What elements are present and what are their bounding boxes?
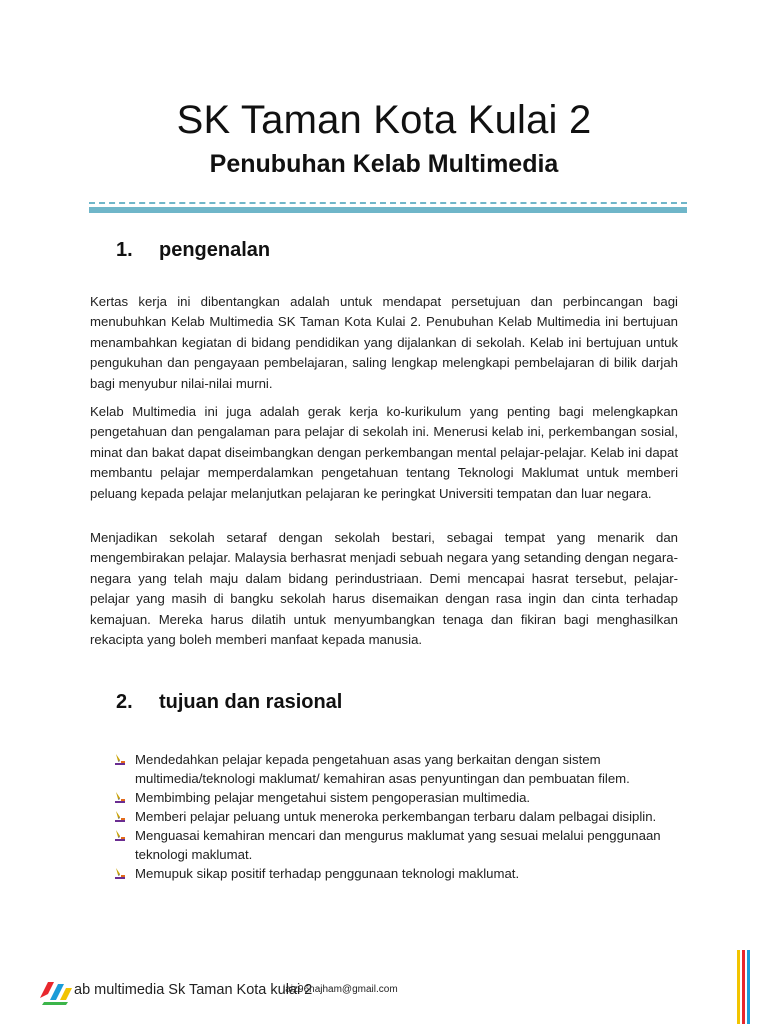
corner-color-stripes xyxy=(737,950,757,1024)
footer-club-text: ab multimedia Sk Taman Kota kulai 2 xyxy=(74,982,313,998)
section-2-title: tujuan dan rasional xyxy=(159,691,343,713)
list-item: Memberi pelajar peluang untuk meneroka perkembangan terbaru dalam pelbagai disiplin. xyxy=(113,807,673,826)
objectives-list xyxy=(113,750,673,883)
list-item: Membimbing pelajar mengetahui sistem pengoperasian multimedia. xyxy=(113,788,673,807)
document-title: SK Taman Kota Kulai 2 xyxy=(176,98,592,142)
list-item: Menguasai kemahiran mencari dan mengurus maklumat yang sesuai melalui penggunaan teknologi maklumat. xyxy=(113,826,673,864)
stripe-red xyxy=(742,950,745,1024)
pencil-bullet-icon xyxy=(113,790,127,804)
section-2-number: 2. xyxy=(116,691,133,713)
section-1-paragraph-3: Menjadikan sekolah setaraf dengan sekolah bestari, sebagai tempat yang menarik dan mengembirakan pelajar. Malaysia berhasrat menjadi sebuah negara yang setanding dengan negara-negara yang telah maju dalam bidang perindustriaan. Demi mencapai hasrat tersebut, pelajar-pelajar yang masih di bangku sekolah harus disemaikan dengan rasa ingin dan cinta terhadap kemajuan. Mereka harus dilatih untuk menyumbangkan tenaga dan fikiran bagi menghasilkan rekacipta yang boleh memberi manfaat kepada manusia. xyxy=(90,530,678,648)
section-1-paragraph-2: Kelab Multimedia ini juga adalah gerak kerja ko-kurikulum yang penting bagi melengkapkan pengetahuan dan pengalaman para pelajar di sekolah ini. Menerusi kelab ini, perkembangan sosial, minat dan bakat dapat diseimbangkan dengan perkembangan mental pelajar-pelajar. Kelab ini dapat membantu pelajar memperdalamkan pengetahuan tentang Teknologi Maklumat untuk memberi peluang kepada pelajar melanjutkan pelajaran ke peringkat Universiti tempatan dan luar negara. xyxy=(90,404,678,501)
section-1-heading xyxy=(116,239,270,262)
divider-dashed-line xyxy=(89,202,687,204)
list-item: Mendedahkan pelajar kepada pengetahuan asas yang berkaitan dengan sistem multimedia/teknologi maklumat/ kemahiran asas penyuntingan dan pembuatan filem. xyxy=(113,750,673,788)
pencil-bullet-icon xyxy=(113,752,127,766)
section-1-paragraph-1: Kertas kerja ini dibentangkan adalah untuk mendapat persetujuan dan perbincangan bagi menubuhkan Kelab Multimedia SK Taman Kota Kulai 2. Penubuhan Kelab Multimedia ini bertujuan menambahkan kegiatan di bidang pendidikan yang dijalankan di sekolah. Kelab ini bertujuan untuk pengukuhan dan pengayaan pembelajaran, saling lengkap melengkapi pembelajaran di bilik darjah bagi menyubur nilai-nilai murni. xyxy=(90,294,678,391)
multimedia-logo-icon xyxy=(38,976,76,1006)
stripe-yellow xyxy=(737,950,740,1024)
pencil-bullet-icon xyxy=(113,828,127,842)
section-1-title: pengenalan xyxy=(159,239,271,261)
footer-email: laiz96najham@gmail.com xyxy=(283,984,398,995)
list-item: Memupuk sikap positif terhadap penggunaan teknologi maklumat. xyxy=(113,864,673,883)
title-divider xyxy=(89,200,687,214)
divider-solid-bar xyxy=(89,207,687,213)
stripe-blue xyxy=(747,950,750,1024)
pencil-bullet-icon xyxy=(113,809,127,823)
section-2-heading xyxy=(116,691,342,714)
section-1-number: 1. xyxy=(116,239,133,261)
pencil-bullet-icon xyxy=(113,866,127,880)
document-subtitle: Penubuhan Kelab Multimedia xyxy=(209,150,559,178)
